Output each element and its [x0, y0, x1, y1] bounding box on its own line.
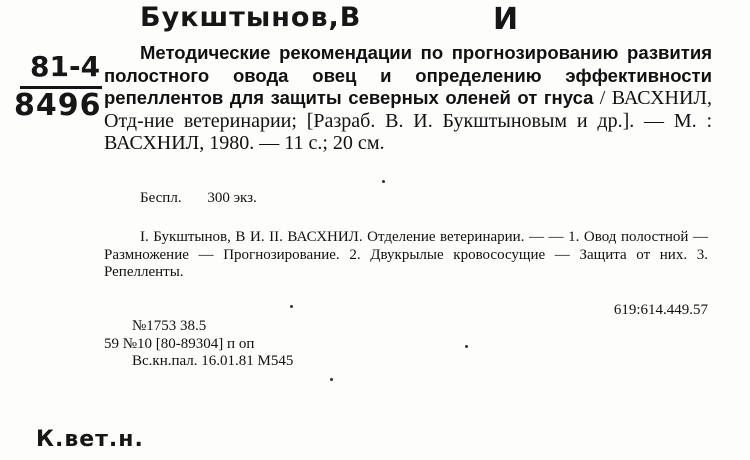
- speck: [465, 345, 468, 348]
- registration-stamp: [104, 318, 293, 371]
- handwritten-footer-note: К.вет.н.: [36, 427, 144, 452]
- udc-code: 619:614.449.57: [613, 302, 708, 318]
- bibliographic-description: [104, 42, 712, 155]
- document-title: Методические рекомендации по прогнозированию развития полостного овода овец и определению эффективности репеллентов для защиты северных оленей от гнуса: [104, 42, 712, 108]
- price-note: Беспл.: [140, 190, 182, 206]
- handwritten-initial: И: [493, 2, 519, 37]
- handwritten-call-number: 8496: [14, 88, 102, 123]
- speck: [330, 378, 333, 381]
- stamp-line-3: Вс.кн.пал. 16.01.81 М545: [132, 353, 294, 369]
- edition-info: [140, 190, 279, 207]
- stamp-line-2: 59 №10 [80-89304] п оп: [104, 335, 255, 352]
- speck: [290, 305, 293, 308]
- speck: [382, 180, 385, 183]
- tracings-text: I. Букштынов, В И. II. ВАСХНИЛ. Отделение ветеринарии. — — 1. Овод полостной — Размножение — Прогнозирование. 2. Двукрылые кровососущие — Защита от них. 3. Репелленты.: [104, 229, 708, 280]
- print-run: 300 экз.: [207, 190, 257, 206]
- subject-tracings: [104, 229, 708, 282]
- stamp-line-1: №1753 38.5: [132, 318, 207, 334]
- publication-details: / ВАСХНИЛ, Отд-ние ветеринарии; [Разраб. В. И. Букштыновым и др.]. — М. : ВАСХНИЛ, 1980. — 11 с.; 20 см.: [104, 87, 712, 154]
- handwritten-class-number: 81-4: [30, 50, 101, 83]
- handwritten-author: Букштынов,В: [140, 2, 362, 33]
